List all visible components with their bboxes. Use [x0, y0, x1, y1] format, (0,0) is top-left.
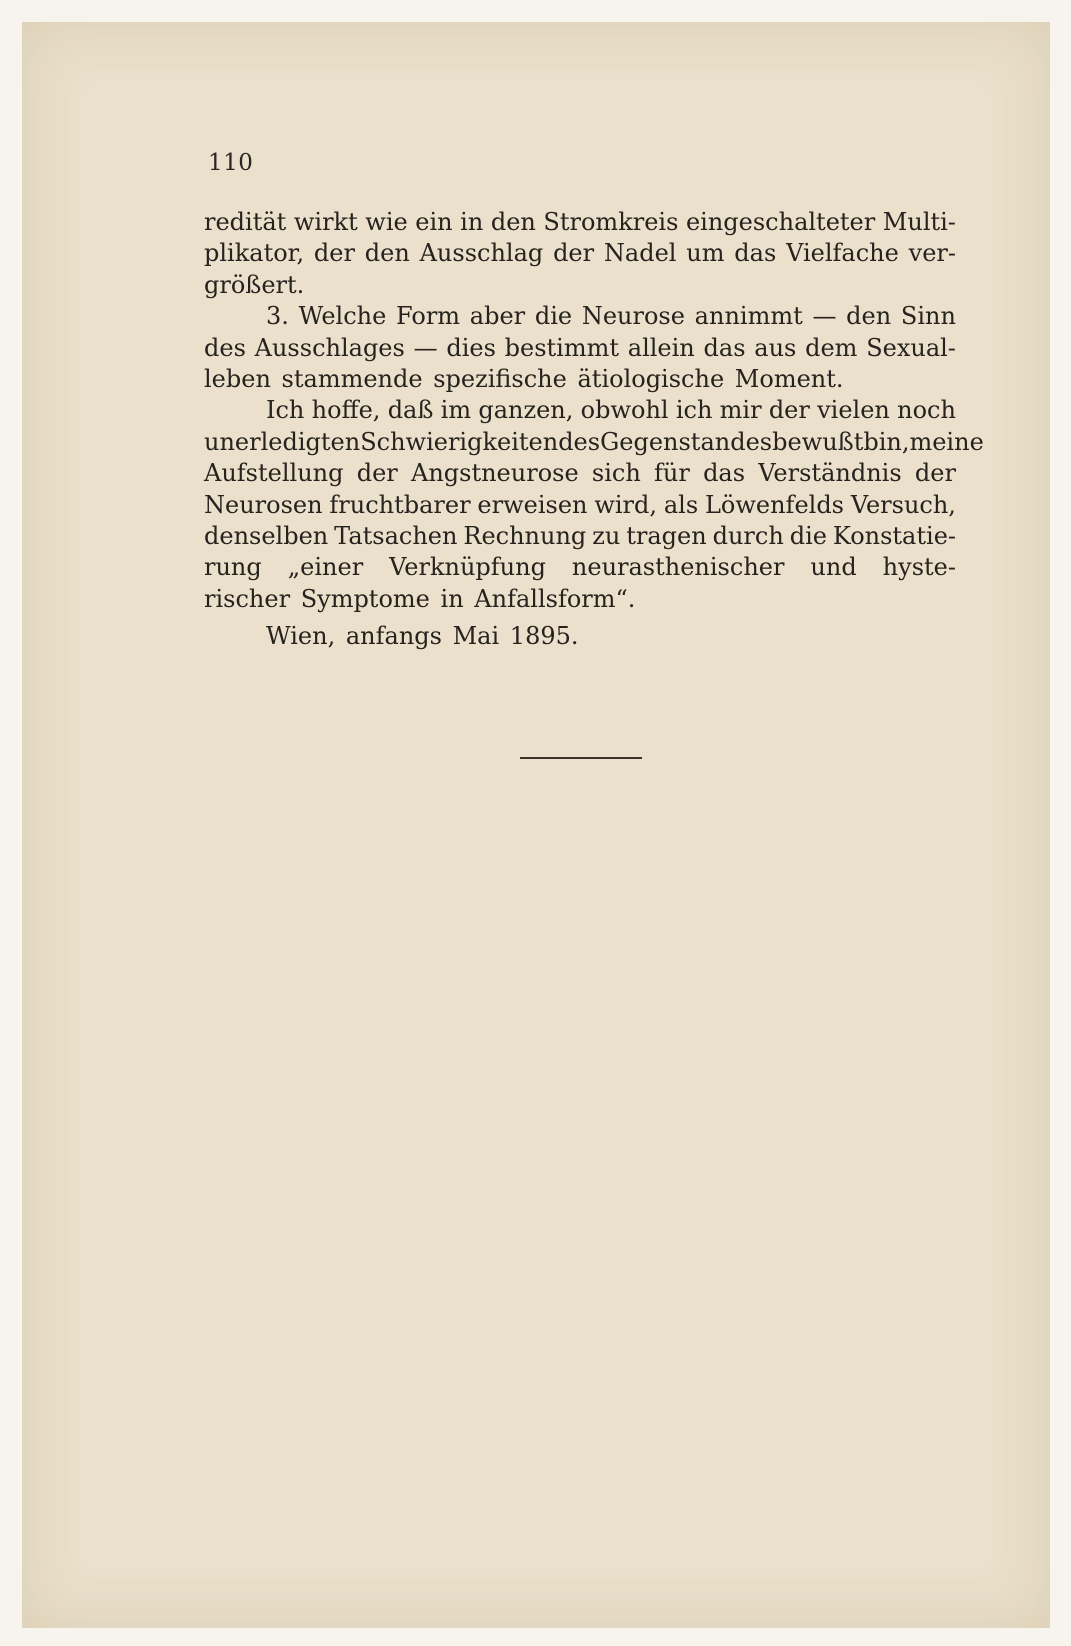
- word: sich: [591, 459, 641, 488]
- word: Stromkreis: [543, 208, 679, 236]
- word: Neurose: [581, 302, 685, 331]
- word: eingeschalteter: [685, 208, 876, 236]
- word: fruchtbarer: [329, 490, 471, 519]
- word: vielen: [817, 396, 890, 425]
- word: stammende: [281, 364, 423, 393]
- word: Ausschlages: [254, 333, 405, 362]
- word: ich: [675, 396, 713, 425]
- word: Rechnung: [463, 521, 587, 550]
- word: ätiologische: [577, 364, 725, 393]
- word: Mai: [452, 622, 500, 651]
- word: „einer: [287, 553, 364, 582]
- word: Sinn: [900, 302, 956, 331]
- word: neurasthenischer: [571, 553, 785, 582]
- word: der: [356, 459, 398, 488]
- word: das: [703, 459, 746, 488]
- word: zu: [592, 521, 621, 550]
- word: noch: [897, 396, 956, 425]
- word: Versuch,: [850, 490, 956, 519]
- word: durch: [712, 521, 784, 550]
- word: bewußt: [772, 427, 864, 456]
- word: den: [846, 302, 892, 331]
- word: bin,: [863, 427, 910, 456]
- word: plikator,: [204, 239, 305, 268]
- word: Symptome: [300, 584, 430, 613]
- word: mir: [719, 396, 762, 425]
- word: aus: [754, 333, 797, 362]
- text-line: [204, 270, 956, 301]
- word: erweisen: [477, 490, 588, 519]
- word: Verknüpfung: [389, 553, 546, 582]
- word: rischer: [204, 584, 291, 613]
- word: hyste-: [882, 553, 956, 582]
- word: für: [654, 459, 690, 488]
- word: Moment.: [734, 364, 844, 393]
- word: Konstatie-: [832, 521, 956, 550]
- word: leben: [204, 364, 271, 393]
- word: spezifische: [433, 364, 567, 393]
- text-line: [204, 333, 956, 364]
- word: Löwenfelds: [704, 490, 844, 519]
- word: wie: [365, 208, 408, 236]
- word: den: [490, 208, 536, 236]
- text-line: [204, 427, 984, 458]
- word: die: [789, 521, 827, 550]
- word: meine: [909, 427, 984, 456]
- word: denselben: [204, 521, 329, 550]
- word: Neurosen: [204, 490, 323, 519]
- word: Wien,: [266, 622, 336, 651]
- word: obwohl: [580, 396, 669, 425]
- word: in: [440, 584, 464, 613]
- word: das: [703, 333, 746, 362]
- word: Vielfache: [786, 239, 899, 268]
- word: bestimmt: [504, 333, 620, 362]
- word: der: [914, 459, 956, 488]
- word: Multi-: [882, 208, 956, 236]
- word: 3.: [266, 302, 289, 331]
- word: unerledigten: [204, 427, 361, 456]
- word: Schwierigkeiten: [360, 427, 559, 456]
- word: der: [553, 239, 595, 268]
- word: ein: [415, 208, 453, 236]
- word: wird,: [594, 490, 657, 519]
- word: Anfallsform“.: [474, 584, 636, 613]
- word: Gegenstandes: [600, 427, 773, 456]
- word: redität: [204, 208, 287, 236]
- text-line: [204, 490, 956, 521]
- word: —: [413, 333, 438, 362]
- word: 1895.: [509, 622, 579, 651]
- word: dem: [805, 333, 858, 362]
- word: Nadel: [603, 239, 677, 268]
- word: allein: [627, 333, 695, 362]
- word: den: [364, 239, 410, 268]
- word: um: [686, 239, 725, 268]
- section-end-rule: [520, 757, 642, 759]
- word: Sexual-: [866, 333, 956, 362]
- word: Tatsachen: [334, 521, 458, 550]
- word: des: [558, 427, 601, 456]
- word: Verständnis: [758, 459, 902, 488]
- text-line: [204, 395, 956, 426]
- word: in: [460, 208, 484, 236]
- word: ganzen,: [478, 396, 574, 425]
- word: Angstneurose: [410, 459, 579, 488]
- word: anfangs: [345, 622, 442, 651]
- text-line: [204, 552, 956, 583]
- text-line: [204, 364, 956, 395]
- word: hoffe,: [311, 396, 381, 425]
- word: Ausschlag: [419, 239, 544, 268]
- word: rung: [204, 553, 262, 582]
- text-line: [204, 458, 956, 489]
- word: das: [734, 239, 777, 268]
- word: wirkt: [293, 208, 358, 236]
- word: Ich: [266, 396, 305, 425]
- text-line: [204, 584, 956, 615]
- body-text: [204, 207, 984, 652]
- page-number: 110: [208, 150, 254, 176]
- word: im: [440, 396, 472, 425]
- word: Form: [396, 302, 461, 331]
- word: tragen: [626, 521, 707, 550]
- word: —: [812, 302, 837, 331]
- word: die: [534, 302, 573, 331]
- text-line: [204, 207, 956, 238]
- word: daß: [387, 396, 434, 425]
- word: und: [810, 553, 857, 582]
- text-line: [204, 301, 956, 332]
- text-line: [204, 238, 956, 269]
- word: Welche: [298, 302, 387, 331]
- word: als: [663, 490, 699, 519]
- place-date-line: [204, 621, 956, 652]
- word: Aufstellung: [204, 459, 344, 488]
- word: ver-: [908, 239, 956, 268]
- word: aber: [469, 302, 526, 331]
- word: der: [313, 239, 355, 268]
- word: größert.: [204, 270, 305, 299]
- word: annimmt: [694, 302, 803, 331]
- word: dies: [446, 333, 496, 362]
- text-line: [204, 521, 956, 552]
- word: des: [204, 333, 246, 362]
- word: der: [768, 396, 810, 425]
